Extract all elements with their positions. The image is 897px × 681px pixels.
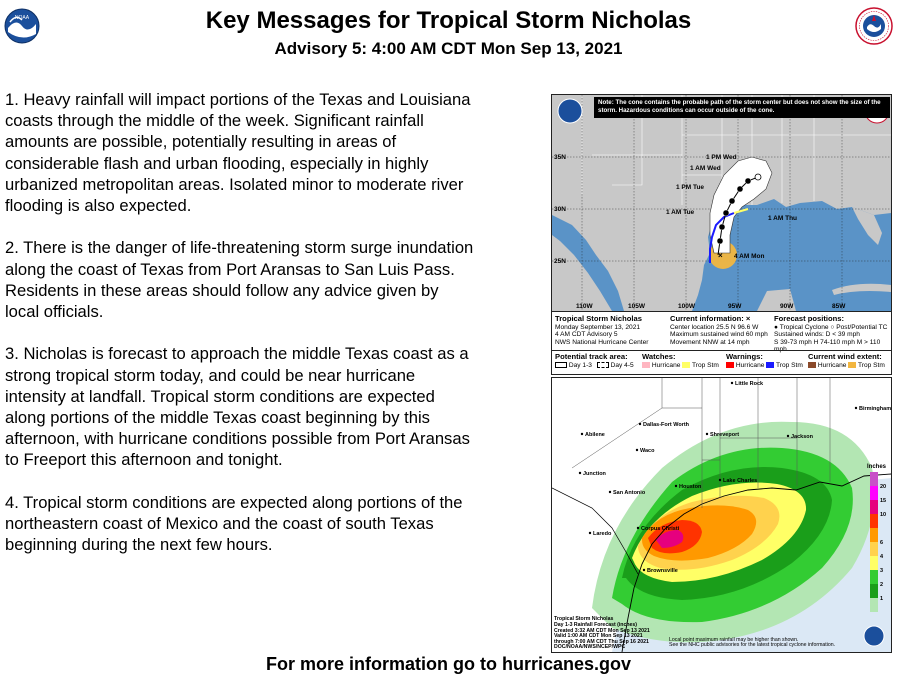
lon-label-85w: 85W — [832, 303, 846, 310]
forecast-positions-title: Forecast positions: — [774, 314, 845, 323]
storm-id-block — [555, 315, 648, 346]
storm-name: Tropical Storm Nicholas — [555, 314, 642, 323]
rainfall-credit — [554, 617, 650, 651]
legend-value-15: 15 — [880, 498, 887, 504]
lon-label-110w: 110W — [576, 303, 593, 310]
forecast-item-1: ● Tropical Cyclone ○ Post/Potential TC — [774, 323, 888, 331]
forecast-item-2: Sustained winds: D < 39 mph — [774, 331, 860, 339]
lat-label-35n: 35N — [554, 154, 566, 161]
track-area-day13: Day 1-3 — [568, 361, 592, 369]
key-message-3: 3. Nicholas is forecast to approach the middle Texas coast as a strong tropical storm today, and could be near hurricane intensity at landfall. Tropical storm conditions are expected along portions of the middle Texas coast beginning by this afternoon, with hurricane conditions possible from Port Aransas to Freeport this afternoon and tonight. — [5, 344, 470, 470]
lon-label-95w: 95W — [728, 303, 742, 310]
city-abilene: Abilene — [585, 432, 605, 438]
hurricane-watch-swatch — [642, 362, 650, 368]
track-label-1pm-tue: 1 PM Tue — [676, 184, 705, 191]
lat-label-30n: 30N — [554, 206, 566, 213]
page-title: Key Messages for Tropical Storm Nicholas — [205, 7, 692, 34]
warnings-title: Warnings: — [726, 352, 763, 361]
lon-label-90w: 90W — [780, 303, 794, 310]
city-jackson: Jackson — [791, 434, 814, 440]
rain-credit-line-5: through 7:00 AM CDT Thu Sep 16 2021 — [554, 638, 649, 645]
current-info-title: Current information: × — [670, 314, 751, 323]
ts-wind-label: Trop Stm — [858, 361, 885, 369]
hurricane-watch-label: Hurricane — [651, 361, 681, 369]
watches-title: Watches: — [642, 352, 676, 361]
rain-credit-line-2: Day 1-3 Rainfall Forecast (inches) — [554, 622, 638, 629]
track-label-4am-mon: 4 AM Mon — [734, 253, 765, 260]
forecast-positions-block — [774, 315, 891, 354]
lon-label-105w: 105W — [628, 303, 645, 310]
legend-value-2: 2 — [880, 582, 884, 588]
lat-label-25n: 25N — [554, 258, 566, 265]
rain-credit-line-3: Created 3:32 AM CDT Mon Sep 13 2021 — [554, 627, 650, 634]
city-junction: Junction — [583, 471, 606, 477]
rain-credit-line-6: DOC/NOAA/NWS/NCEP/WPC — [554, 644, 626, 651]
legend-value-6: 6 — [880, 540, 884, 546]
legend-value-4: 4 — [880, 554, 884, 560]
max-wind: Maximum sustained wind 60 mph — [670, 331, 768, 339]
day13-swatch — [555, 362, 567, 368]
key-message-4: 4. Tropical storm conditions are expected along portions of the northeastern coast of Mexico and the coast of south Texas beginning during the next few hours. — [5, 492, 463, 555]
city-brownsville: Brownsville — [647, 568, 678, 574]
legend-row — [552, 350, 891, 375]
center-location: Center location 25.5 N 96.6 W — [670, 323, 759, 331]
track-label-1am-wed: 1 AM Wed — [690, 165, 721, 172]
movement: Movement NNW at 14 mph — [670, 338, 750, 346]
legend-value-10: 10 — [880, 512, 887, 518]
city-san-antonio: San Antonio — [613, 490, 646, 496]
cone-disclaimer: Note: The cone contains the probable path of the storm center but does not show the size of the storm. Hazardous conditions can occur outside of the cone. — [594, 97, 890, 118]
ts-watch-label: Trop Stm — [692, 361, 719, 369]
city-lake-charles: Lake Charles — [723, 478, 758, 484]
city-little-rock: Little Rock — [735, 381, 764, 387]
wind-extent-title: Current wind extent: — [808, 352, 882, 361]
ts-warning-label: Trop Stm — [776, 361, 803, 369]
track-area-day45: Day 4-5 — [610, 361, 634, 369]
city-corpus-christi: Corpus Christi — [641, 526, 680, 532]
day45-swatch — [597, 362, 609, 368]
legend-value-3: 3 — [880, 568, 884, 574]
storm-advisory: 4 AM CDT Advisory 5 — [555, 331, 618, 339]
city-birmingham: Birmingham — [859, 406, 891, 412]
rainfall-forecast-map[interactable] — [551, 377, 892, 653]
svg-text:×: × — [718, 251, 723, 260]
rain-disclaimer-line-1: Local point maximum rainfall may be higher than shown. — [669, 636, 799, 643]
rain-credit-line-1: Tropical Storm Nicholas — [554, 616, 614, 623]
city-waco: Waco — [640, 448, 655, 454]
storm-center: NWS National Hurricane Center — [555, 338, 649, 346]
hurricane-warning-swatch — [726, 362, 734, 368]
track-label-1pm-wed: 1 PM Wed — [706, 154, 737, 161]
key-messages — [5, 89, 475, 577]
ts-wind-swatch — [848, 362, 856, 368]
city-laredo: Laredo — [593, 531, 612, 537]
track-label-1am-tue: 1 AM Tue — [666, 209, 695, 216]
rainfall-disclaimer — [669, 638, 835, 649]
city-dallas-fort-worth: Dallas-Fort Worth — [643, 422, 690, 428]
city-shreveport: Shreveport — [710, 432, 740, 438]
current-info-block — [670, 315, 768, 346]
legend-value-1: 1 — [880, 596, 884, 602]
lon-label-100w: 100W — [678, 303, 695, 310]
cone-info-panel — [552, 311, 891, 374]
track-label-1am-thu: 1 AM Thu — [768, 215, 798, 222]
ts-warning-swatch — [766, 362, 774, 368]
track-area-title: Potential track area: — [555, 352, 628, 361]
forecast-item-3: S 39-73 mph H 74-110 mph M > 110 mph — [774, 338, 881, 354]
hurricane-warning-label: Hurricane — [735, 361, 765, 369]
noaa-logo-text: NOAA — [14, 15, 30, 21]
storm-date: Monday September 13, 2021 — [555, 323, 641, 331]
legend-title: Inches — [867, 464, 887, 470]
hurricane-wind-swatch — [808, 362, 816, 368]
ts-watch-swatch — [682, 362, 690, 368]
city-houston: Houston — [679, 484, 702, 490]
cone-map-graphic — [552, 95, 891, 311]
hurricane-wind-label: Hurricane — [817, 361, 847, 369]
advisory-subtitle: Advisory 5: 4:00 AM CDT Mon Sep 13, 2021 — [274, 39, 623, 58]
legend-value-20: 20 — [880, 484, 887, 490]
rain-credit-line-4: Valid 1:00 AM CDT Mon Sep 13 2021 — [554, 633, 643, 640]
rain-disclaimer-line-2: See the NHC public advisories for the latest tropical cyclone information. — [669, 642, 836, 649]
forecast-cone-map[interactable] — [551, 94, 892, 375]
footer-link-text[interactable]: For more information go to hurricanes.gov — [265, 654, 632, 674]
key-message-2: 2. There is the danger of life-threatening storm surge inundation along the coast of Texas from Port Aransas to San Luis Pass. Residents in these areas should follow any advice given by local officials. — [5, 238, 474, 322]
rainfall-map-graphic — [552, 378, 891, 652]
wpc-noaa-logo — [864, 626, 884, 646]
key-message-1: 1. Heavy rainfall will impact portions of the Texas and Louisiana coasts through the middle of the week. Significant rainfall amounts are possible, potentially resulting in areas of considerable flash and urban flooding, especially in highly urbanized metropolitan areas. Isolated minor to moderate river flooding is also expected. — [5, 90, 471, 216]
